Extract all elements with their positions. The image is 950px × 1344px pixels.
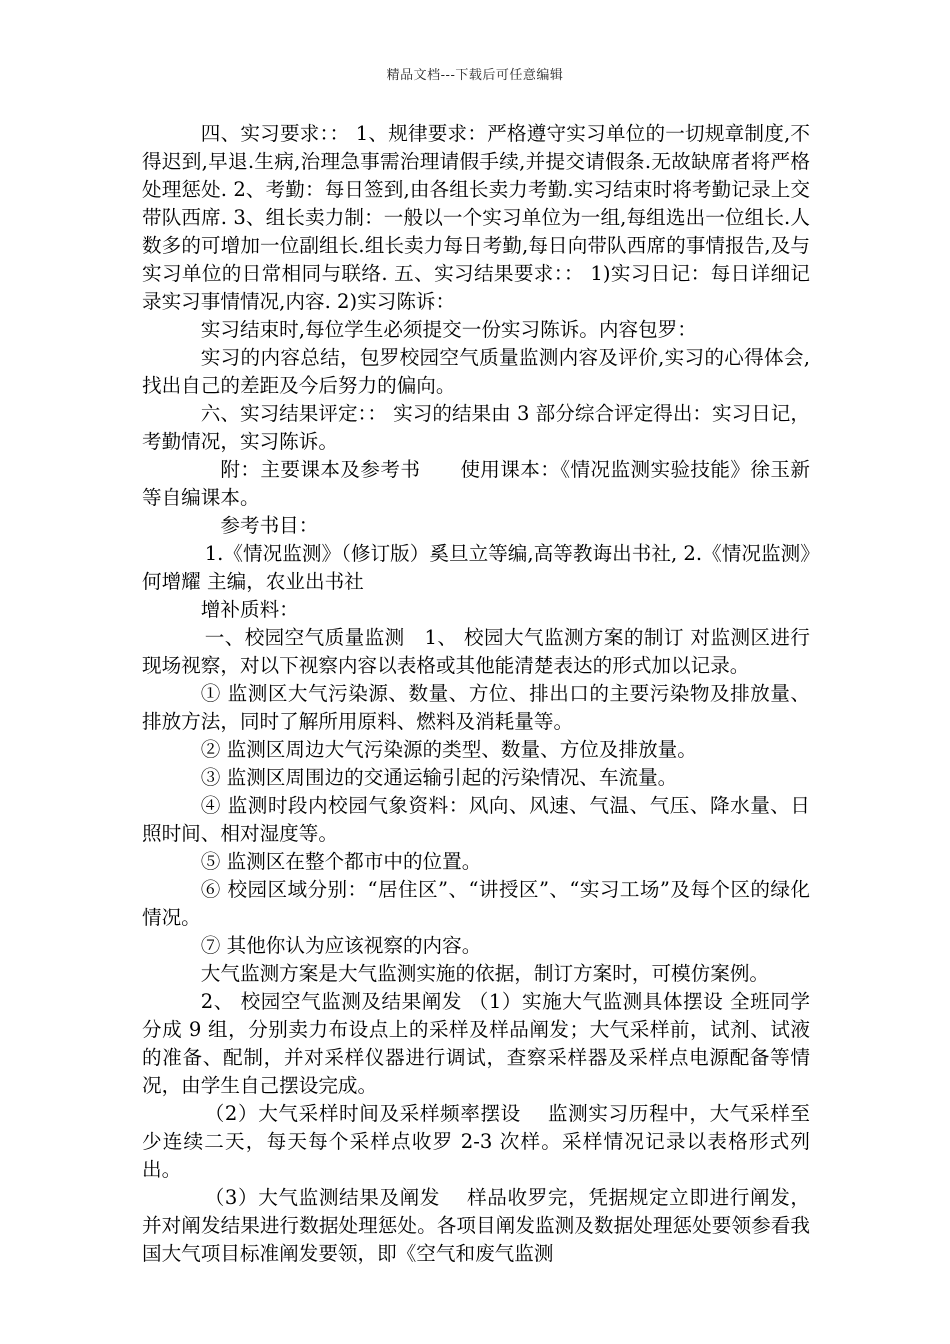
paragraph-sampling-time: （2）大气采样时间及采样频率摆设 监测实习历程中，大气采样至少连续二天，每天每个采样点收罗 2-3 次样。采样情况记录以表格形式列出。 [142,1102,810,1181]
paragraph-references-title: 参考书目： [220,514,319,537]
paragraph-textbooks: 附：主要课本及参考书 使用课本：《情况监测实验技能》徐玉新等自编课本。 [142,458,810,509]
paragraph-requirements: 四、实习要求：： 1、规律要求：严格遵守实习单位的一切规章制度,不得迟到,早退.生病,治理急事需治理请假手续,并提交请假条.无故缺席者将严格处理惩处. 2、考勤：每日签到,由各组长卖力考勤.实习结束时将考勤记录上交带队西席. 3、组长卖力制：一般以一个实习单位为一组,每组选出一位组长.人数多的可增加一位副组长.组长卖力每日考勤,每日向带队西席的事情报告,及与实习单位的日常相同与联络. 五、实习结果要求：： 1)实习日记：每日详细记录实习事情情况,内容. 2)实习陈诉： [142,122,810,313]
list-item-7: ⑦ 其他你认为应该视察的内容。 [200,934,482,957]
list-item-6: ⑥ 校园区域分别：“居住区”、“讲授区”、“实习工场”及每个区的绿化情况。 [142,878,810,929]
list-item-3: ③ 监测区周围边的交通运输引起的污染情况、车流量。 [200,766,678,789]
list-item-5: ⑤ 监测区在整个都市中的位置。 [200,850,482,873]
paragraph-section-one: 一、校园空气质量监测 1、 校园大气监测方案的制订 对监测区进行现场视察，对以下视察内容以表格或其他能清楚表达的形式加以记录。 [142,626,810,677]
paragraph-results-analysis: （3）大气监测结果及阐发 样品收罗完，凭据规定立即进行阐发，并对阐发结果进行数据处理惩处。各项目阐发监测及数据处理惩处要领参看我国大气项目标准阐发要领，即《空气和废气监测 [142,1186,810,1265]
paragraph-section-two: 2、 校园空气监测及结果阐发 （1）实施大气监测具体摆设 全班同学分成 9 组，分别卖力布设点上的采样及样品阐发；大气采样前，试剂、试液的准备、配制，并对采样仪器进行调试，查察采样器及采样点电源配备等情况，由学生自己摆设完成。 [142,990,810,1097]
paragraph-plan-basis: 大气监测方案是大气监测实施的依据，制订方案时，可模仿案例。 [200,962,770,985]
paragraph-report-submit: 实习结束时,每位学生必须提交一份实习陈诉。内容包罗： [200,318,697,341]
list-item-1: ① 监测区大气污染源、数量、方位、排出口的主要污染物及排放量、排放方法，同时了解所用原料、燃料及消耗量等。 [142,682,810,733]
list-item-2: ② 监测区周边大气污染源的类型、数量、方位及排放量。 [200,738,697,761]
paragraph-supplement-title: 增补质料： [200,598,299,621]
document-body [142,120,810,1268]
paragraph-references: 1.《情况监测》（修订版）奚旦立等编,高等教诲出书社, 2.《情况监测》何增耀 主编，农业出书社 [142,542,810,593]
page-header: 精品文档---下载后可任意编辑 [386,68,564,83]
paragraph-report-content: 实习的内容总结，包罗校园空气质量监测内容及评价,实习的心得体会,找出自己的差距及今后努力的偏向。 [142,346,810,397]
paragraph-evaluation: 六、实习结果评定：： 实习的结果由 3 部分综合评定得出：实习日记，考勤情况，实习陈诉。 [142,402,810,453]
list-item-4: ④ 监测时段内校园气象资料：风向、风速、气温、气压、降水量、日照时间、相对湿度等。 [142,794,810,845]
